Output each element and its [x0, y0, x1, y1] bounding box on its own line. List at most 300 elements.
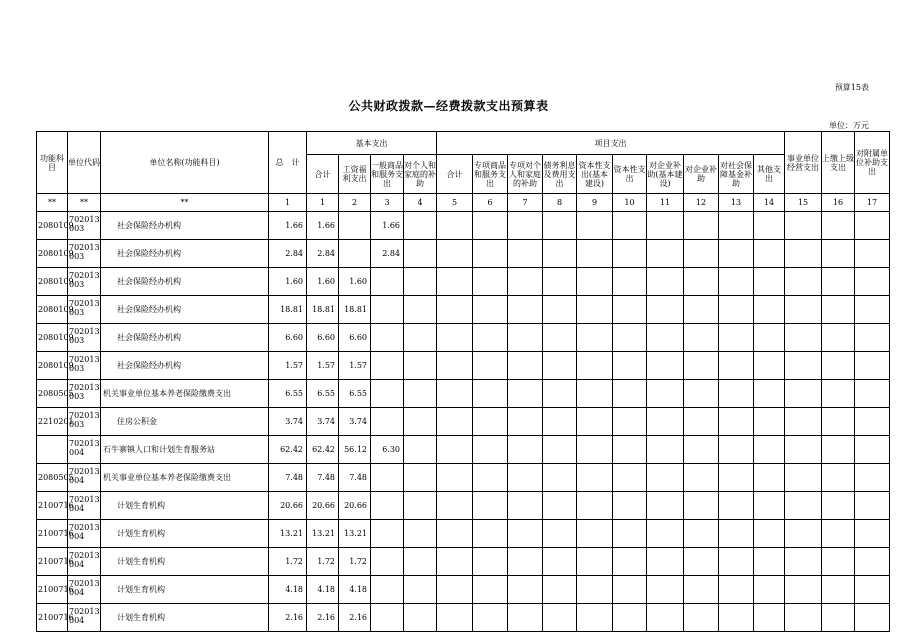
empty-cell — [508, 548, 543, 576]
empty-cell — [785, 296, 822, 324]
empty-cell — [543, 436, 577, 464]
personal-cell — [404, 380, 437, 408]
column-index: 12 — [684, 194, 719, 212]
empty-cell — [508, 324, 543, 352]
empty-cell — [855, 380, 890, 408]
empty-cell — [647, 324, 684, 352]
empty-cell — [543, 520, 577, 548]
goods-cell — [371, 520, 404, 548]
salary-cell: 6.60 — [339, 324, 371, 352]
empty-cell — [684, 408, 719, 436]
table-row — [37, 492, 890, 520]
func-code-cell: 2080109 — [37, 352, 68, 380]
header-project-col: 资本性支出(基本建设) — [577, 155, 613, 194]
empty-cell — [754, 464, 785, 492]
empty-cell — [719, 576, 754, 604]
empty-cell — [437, 212, 473, 240]
empty-cell — [647, 408, 684, 436]
empty-cell — [647, 604, 684, 632]
empty-cell — [647, 548, 684, 576]
func-code-cell: 2080109 — [37, 240, 68, 268]
func-code-cell — [37, 436, 68, 464]
empty-cell — [855, 604, 890, 632]
empty-cell — [785, 240, 822, 268]
goods-cell — [371, 268, 404, 296]
unit-code-cell: 702013004 — [68, 604, 101, 632]
empty-cell — [508, 520, 543, 548]
column-index: 2 — [339, 194, 371, 212]
unit-name-cell: 石牛寨镇人口和计划生育服务站 — [101, 436, 269, 464]
empty-cell — [785, 380, 822, 408]
table-row — [37, 408, 890, 436]
empty-cell — [719, 324, 754, 352]
header-unit-code: 单位代码 — [68, 132, 101, 194]
empty-cell — [754, 548, 785, 576]
column-index: 5 — [437, 194, 473, 212]
basic-total-cell: 3.74 — [307, 408, 339, 436]
empty-cell — [754, 408, 785, 436]
goods-cell — [371, 464, 404, 492]
empty-cell — [855, 576, 890, 604]
empty-cell — [822, 436, 855, 464]
personal-cell — [404, 324, 437, 352]
salary-cell: 2.16 — [339, 604, 371, 632]
column-index: 3 — [371, 194, 404, 212]
empty-cell — [437, 492, 473, 520]
empty-cell — [473, 464, 508, 492]
personal-cell — [404, 464, 437, 492]
personal-cell — [404, 240, 437, 268]
empty-cell — [684, 268, 719, 296]
unit-code-cell: 702013003 — [68, 380, 101, 408]
goods-cell — [371, 548, 404, 576]
empty-cell — [754, 212, 785, 240]
empty-cell — [647, 380, 684, 408]
header-project-col: 对企业补助(基本建设) — [647, 155, 684, 194]
goods-cell — [371, 604, 404, 632]
empty-cell — [613, 492, 647, 520]
empty-cell — [577, 296, 613, 324]
total-cell: 1.66 — [269, 212, 307, 240]
goods-cell — [371, 380, 404, 408]
empty-cell — [647, 296, 684, 324]
empty-cell — [647, 492, 684, 520]
header-basic-col: 合计 — [307, 155, 339, 194]
salary-cell — [339, 240, 371, 268]
column-index: 9 — [577, 194, 613, 212]
empty-cell — [719, 212, 754, 240]
salary-cell: 4.18 — [339, 576, 371, 604]
empty-cell — [719, 240, 754, 268]
column-index: 17 — [855, 194, 890, 212]
basic-total-cell: 13.21 — [307, 520, 339, 548]
empty-cell — [577, 604, 613, 632]
table-row — [37, 548, 890, 576]
personal-cell — [404, 268, 437, 296]
header-project-col: 资本性支出 — [613, 155, 647, 194]
table-row — [37, 352, 890, 380]
empty-cell — [855, 352, 890, 380]
column-index: 13 — [719, 194, 754, 212]
total-cell: 6.55 — [269, 380, 307, 408]
empty-cell — [613, 296, 647, 324]
empty-cell — [785, 604, 822, 632]
empty-cell — [684, 296, 719, 324]
empty-cell — [473, 408, 508, 436]
unit-name-cell: 计划生育机构 — [101, 520, 269, 548]
empty-cell — [437, 380, 473, 408]
empty-cell — [543, 576, 577, 604]
empty-cell — [647, 520, 684, 548]
empty-cell — [508, 604, 543, 632]
func-code-cell: 2100716 — [37, 548, 68, 576]
empty-cell — [473, 492, 508, 520]
total-cell: 20.66 — [269, 492, 307, 520]
basic-total-cell: 20.66 — [307, 492, 339, 520]
column-index: 10 — [613, 194, 647, 212]
header-project-col: 合计 — [437, 155, 473, 194]
empty-cell — [577, 212, 613, 240]
goods-cell — [371, 492, 404, 520]
empty-cell — [437, 436, 473, 464]
empty-cell — [754, 604, 785, 632]
unit-name-cell: 社会保险经办机构 — [101, 240, 269, 268]
empty-cell — [754, 436, 785, 464]
header-unit-name: 单位名称(功能科目) — [101, 132, 269, 194]
empty-cell — [719, 268, 754, 296]
total-cell: 2.84 — [269, 240, 307, 268]
empty-cell — [577, 464, 613, 492]
empty-cell — [719, 296, 754, 324]
empty-cell — [473, 604, 508, 632]
basic-total-cell: 18.81 — [307, 296, 339, 324]
header-subsidy: 对附属单位补助支出 — [855, 132, 890, 194]
column-index: 11 — [647, 194, 684, 212]
empty-cell — [785, 464, 822, 492]
empty-cell — [822, 212, 855, 240]
empty-cell — [508, 240, 543, 268]
basic-total-cell: 7.48 — [307, 464, 339, 492]
empty-cell — [855, 492, 890, 520]
empty-cell — [437, 352, 473, 380]
empty-cell — [577, 436, 613, 464]
unit-code-cell: 702013003 — [68, 408, 101, 436]
empty-cell — [473, 436, 508, 464]
personal-cell — [404, 576, 437, 604]
empty-cell — [822, 520, 855, 548]
empty-cell — [855, 324, 890, 352]
empty-cell — [855, 548, 890, 576]
salary-cell: 1.57 — [339, 352, 371, 380]
personal-cell — [404, 604, 437, 632]
table-row — [37, 436, 890, 464]
empty-cell — [719, 604, 754, 632]
empty-cell — [613, 324, 647, 352]
empty-cell — [822, 240, 855, 268]
empty-cell — [613, 464, 647, 492]
empty-cell — [855, 408, 890, 436]
empty-cell — [684, 464, 719, 492]
func-code-cell: 2080109 — [37, 296, 68, 324]
basic-total-cell: 2.16 — [307, 604, 339, 632]
empty-cell — [473, 268, 508, 296]
empty-cell — [754, 492, 785, 520]
salary-cell — [339, 212, 371, 240]
empty-cell — [613, 380, 647, 408]
basic-total-cell: 1.72 — [307, 548, 339, 576]
empty-cell — [437, 324, 473, 352]
empty-cell — [647, 240, 684, 268]
total-cell: 1.60 — [269, 268, 307, 296]
func-code-cell: 2100716 — [37, 492, 68, 520]
empty-cell — [785, 212, 822, 240]
func-code-cell: 2100716 — [37, 576, 68, 604]
empty-cell — [684, 436, 719, 464]
empty-cell — [647, 576, 684, 604]
personal-cell — [404, 548, 437, 576]
empty-cell — [613, 240, 647, 268]
empty-cell — [754, 520, 785, 548]
empty-cell — [647, 352, 684, 380]
func-code-cell: 2080109 — [37, 324, 68, 352]
total-cell: 62.42 — [269, 436, 307, 464]
empty-cell — [473, 352, 508, 380]
table-row — [37, 576, 890, 604]
goods-cell: 2.84 — [371, 240, 404, 268]
unit-name-cell: 社会保险经办机构 — [101, 296, 269, 324]
empty-cell — [822, 408, 855, 436]
goods-cell — [371, 576, 404, 604]
column-index: ** — [68, 194, 101, 212]
empty-cell — [822, 604, 855, 632]
empty-cell — [684, 352, 719, 380]
unit-name-cell: 计划生育机构 — [101, 492, 269, 520]
unit-code-cell: 702013004 — [68, 464, 101, 492]
empty-cell — [473, 520, 508, 548]
table-row — [37, 268, 890, 296]
empty-cell — [719, 408, 754, 436]
empty-cell — [437, 576, 473, 604]
header-project-col: 专项商品和服务支出 — [473, 155, 508, 194]
goods-cell: 1.66 — [371, 212, 404, 240]
empty-cell — [543, 268, 577, 296]
total-cell: 13.21 — [269, 520, 307, 548]
empty-cell — [613, 604, 647, 632]
empty-cell — [754, 240, 785, 268]
table-row — [37, 324, 890, 352]
salary-cell: 3.74 — [339, 408, 371, 436]
total-cell: 1.72 — [269, 548, 307, 576]
salary-cell: 56.12 — [339, 436, 371, 464]
empty-cell — [684, 520, 719, 548]
empty-cell — [473, 296, 508, 324]
empty-cell — [577, 268, 613, 296]
empty-cell — [822, 352, 855, 380]
header-project-col: 专项对个人和家庭的补助 — [508, 155, 543, 194]
empty-cell — [613, 576, 647, 604]
salary-cell: 18.81 — [339, 296, 371, 324]
empty-cell — [785, 492, 822, 520]
empty-cell — [647, 464, 684, 492]
empty-cell — [822, 268, 855, 296]
unit-name-cell: 社会保险经办机构 — [101, 324, 269, 352]
empty-cell — [508, 352, 543, 380]
empty-cell — [719, 464, 754, 492]
unit-code-cell: 702013004 — [68, 520, 101, 548]
empty-cell — [437, 296, 473, 324]
empty-cell — [437, 604, 473, 632]
empty-cell — [577, 492, 613, 520]
empty-cell — [822, 576, 855, 604]
header-project-col: 债务利息及费用支出 — [543, 155, 577, 194]
empty-cell — [543, 492, 577, 520]
empty-cell — [508, 296, 543, 324]
basic-total-cell: 6.55 — [307, 380, 339, 408]
empty-cell — [822, 464, 855, 492]
empty-cell — [577, 576, 613, 604]
column-index: 4 — [404, 194, 437, 212]
empty-cell — [473, 576, 508, 604]
empty-cell — [613, 212, 647, 240]
empty-cell — [508, 576, 543, 604]
personal-cell — [404, 436, 437, 464]
empty-cell — [543, 240, 577, 268]
empty-cell — [822, 548, 855, 576]
empty-cell — [437, 240, 473, 268]
empty-cell — [577, 380, 613, 408]
empty-cell — [684, 604, 719, 632]
empty-cell — [754, 268, 785, 296]
empty-cell — [719, 520, 754, 548]
personal-cell — [404, 352, 437, 380]
empty-cell — [684, 492, 719, 520]
total-cell: 2.16 — [269, 604, 307, 632]
empty-cell — [855, 520, 890, 548]
goods-cell — [371, 296, 404, 324]
empty-cell — [473, 212, 508, 240]
empty-cell — [437, 548, 473, 576]
unit-code-cell: 702013003 — [68, 352, 101, 380]
column-index: 7 — [508, 194, 543, 212]
empty-cell — [822, 380, 855, 408]
empty-cell — [613, 268, 647, 296]
unit-code-cell: 702013003 — [68, 240, 101, 268]
page-title: 公共财政拨款—经费拨款支出预算表 — [348, 99, 549, 113]
column-index: ** — [101, 194, 269, 212]
empty-cell — [822, 296, 855, 324]
personal-cell — [404, 212, 437, 240]
empty-cell — [543, 604, 577, 632]
empty-cell — [543, 296, 577, 324]
unit-code-cell: 702013003 — [68, 324, 101, 352]
budget-table — [36, 131, 890, 632]
empty-cell — [719, 380, 754, 408]
empty-cell — [543, 408, 577, 436]
empty-cell — [684, 548, 719, 576]
empty-cell — [719, 548, 754, 576]
total-cell: 18.81 — [269, 296, 307, 324]
empty-cell — [684, 380, 719, 408]
header-basic-col: 对个人和家庭的补助 — [404, 155, 437, 194]
empty-cell — [577, 548, 613, 576]
empty-cell — [785, 324, 822, 352]
table-row — [37, 212, 890, 240]
table-row — [37, 604, 890, 632]
column-index: ** — [37, 194, 68, 212]
unit-name-cell: 计划生育机构 — [101, 576, 269, 604]
empty-cell — [543, 352, 577, 380]
unit-name-cell: 计划生育机构 — [101, 604, 269, 632]
basic-total-cell: 2.84 — [307, 240, 339, 268]
total-cell: 4.18 — [269, 576, 307, 604]
empty-cell — [785, 436, 822, 464]
empty-cell — [822, 324, 855, 352]
unit-code-cell: 702013003 — [68, 212, 101, 240]
empty-cell — [855, 212, 890, 240]
personal-cell — [404, 492, 437, 520]
salary-cell: 20.66 — [339, 492, 371, 520]
empty-cell — [647, 212, 684, 240]
column-index: 1 — [269, 194, 307, 212]
unit-name-cell: 住房公积金 — [101, 408, 269, 436]
unit-name-cell: 社会保险经办机构 — [101, 268, 269, 296]
header-project-col: 其他支出 — [754, 155, 785, 194]
empty-cell — [719, 492, 754, 520]
func-code-cell: 2080505 — [37, 380, 68, 408]
empty-cell — [543, 380, 577, 408]
unit-name-cell: 机关事业单位基本养老保险缴费支出 — [101, 380, 269, 408]
basic-total-cell: 62.42 — [307, 436, 339, 464]
salary-cell: 1.72 — [339, 548, 371, 576]
empty-cell — [613, 548, 647, 576]
salary-cell: 13.21 — [339, 520, 371, 548]
personal-cell — [404, 520, 437, 548]
empty-cell — [684, 324, 719, 352]
empty-cell — [508, 268, 543, 296]
basic-total-cell: 6.60 — [307, 324, 339, 352]
header-superior: 上缴上级支出 — [822, 132, 855, 194]
basic-total-cell: 4.18 — [307, 576, 339, 604]
header-total: 总 计 — [269, 132, 307, 194]
empty-cell — [437, 408, 473, 436]
unit-code-cell: 702013004 — [68, 492, 101, 520]
empty-cell — [577, 352, 613, 380]
header-func-code: 功能科目 — [37, 132, 68, 194]
empty-cell — [855, 436, 890, 464]
empty-cell — [613, 436, 647, 464]
unit-code-cell: 702013003 — [68, 268, 101, 296]
empty-cell — [577, 408, 613, 436]
unit-name-cell: 计划生育机构 — [101, 548, 269, 576]
empty-cell — [508, 408, 543, 436]
header-project-col: 对企业补助 — [684, 155, 719, 194]
empty-cell — [473, 324, 508, 352]
func-code-cell: 2100716 — [37, 520, 68, 548]
personal-cell — [404, 408, 437, 436]
column-index: 16 — [822, 194, 855, 212]
func-code-cell: 2210201 — [37, 408, 68, 436]
empty-cell — [577, 520, 613, 548]
empty-cell — [785, 576, 822, 604]
empty-cell — [577, 324, 613, 352]
goods-cell — [371, 324, 404, 352]
column-index: 8 — [543, 194, 577, 212]
empty-cell — [785, 548, 822, 576]
basic-total-cell: 1.66 — [307, 212, 339, 240]
goods-cell: 6.30 — [371, 436, 404, 464]
empty-cell — [437, 268, 473, 296]
header-enterprise: 事业单位经营支出 — [785, 132, 822, 194]
